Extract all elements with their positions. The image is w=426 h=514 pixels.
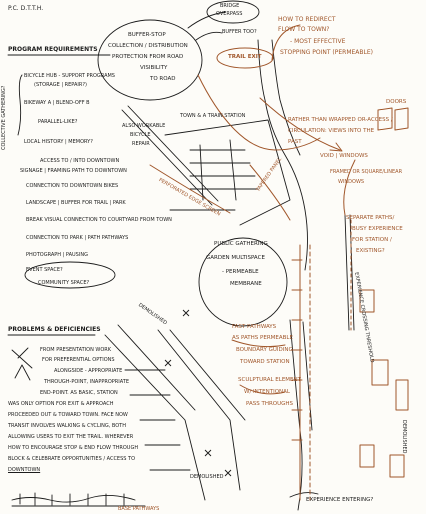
problems-line: TRANSIT INVOLVES WALKING & CYCLING, BOTH [8, 423, 126, 429]
program-item: (STORAGE | REPAIR?) [34, 82, 87, 88]
program-item: LOCAL HISTORY | MEMORY? [24, 139, 93, 145]
buffer-line-3: PROTECTION FROM ROAD [112, 54, 184, 60]
demolished-a: DEMOLISHED [137, 302, 168, 327]
bike-repair-3: REPAIR [132, 141, 150, 147]
problems-line: HOW TO ENCOURAGE STOP & END FLOW THROUGH [8, 445, 139, 451]
problems-line: ALLOWING USERS TO EXIT THE TRAIL. WHEREVER [8, 434, 134, 440]
separate-line-3: FOR STATION / [352, 237, 392, 243]
redirect-note-2: FLOW TO TOWN? [278, 26, 330, 33]
framed-line-2: WINDOWS [338, 179, 365, 185]
right-side-label: DEMOLISHED [401, 420, 407, 454]
program-item: PHOTOGRAPH | PAUSING [26, 252, 88, 258]
plaza-line-4: MEMBRANE [230, 281, 262, 287]
demolished-b: DEMOLISHED [190, 474, 224, 480]
bridge-label-2: OVERPASS [216, 11, 243, 17]
separate-line-1: SEPARATE PATHS/ [346, 215, 395, 221]
program-item: PARALLEL-LIKE? [38, 119, 78, 125]
redirect-note-3: - MOST EFFECTIVE [290, 38, 346, 45]
sculptural-2: W/ INTENTIONAL [244, 389, 290, 395]
problems-line: ALONGSIDE - APPROPRIATE [54, 368, 123, 374]
separate-line-4: EXISTING? [356, 248, 385, 254]
program-item: BREAK VISUAL CONNECTION TO COURTYARD FROM TOWN [26, 217, 172, 223]
trail-exit-label: TRAIL EXIT [228, 54, 262, 60]
tapered-label: TAPERED PANEL [255, 156, 284, 193]
experience-entering: EXPERIENCE ENTERING? [306, 497, 374, 503]
fast-paths-4: TOWARD STATION [240, 359, 290, 365]
problems-heading: PROBLEMS & DEFICIENCIES [8, 326, 101, 333]
program-item: CONNECTION TO DOWNTOWN BIKES [26, 183, 119, 189]
redirect-note-1: HOW TO REDIRECT [278, 16, 336, 23]
void-label: VOID | WINDOWS [320, 153, 368, 159]
program-item: SIGNAGE | FRAMING PATH TO DOWNTOWN [20, 168, 127, 174]
separate-line-2: BUSY EXPERIENCE [352, 226, 403, 232]
plaza-line-2: GARDEN MULTISPACE [206, 255, 265, 261]
sculptural-1: SCULPTURAL ELEMENT [238, 377, 302, 383]
buffer-line-1: BUFFER-STOP [128, 32, 166, 38]
buffer-callout-arrow [196, 32, 222, 40]
town-station-label: TOWN & A TRAIN STATION [180, 113, 246, 119]
program-item: COMMUNITY SPACE? [38, 280, 90, 286]
bike-repair-1: ALSO WORKABLE [122, 123, 166, 129]
program-item: BIKEWAY A | BLEND-OFF B [24, 100, 90, 106]
bike-repair-2: BICYCLE [130, 132, 151, 138]
problems-line: END-POINT. AS BASIC, STATION [40, 390, 118, 396]
program-item: CONNECTION TO PARK | PATH PATHWAYS [26, 235, 129, 241]
threshold-line-3: PAST [288, 139, 302, 145]
buffer-line-4: VISIBILITY [140, 65, 168, 71]
threshold-line-2: CIRCULATION: VIEWS INTO THE [288, 128, 375, 134]
buffer-too-label: BUFFER TOO? [222, 29, 257, 35]
threshold-line-1: RATHER THAN WRAPPED OR-ACCESS / [288, 117, 393, 123]
problems-line: FROM PRESENTATION WORK [40, 347, 112, 353]
problems-line: BLOCK & CELEBRATE OPPORTUNITIES / ACCESS TO [8, 456, 136, 462]
framed-line-1: FRAMED OR SQUARE/LINEAR [330, 169, 403, 175]
program-heading: PROGRAM REQUIREMENTS [8, 46, 98, 53]
fast-paths-2: AS PATHS PERMEABLE [232, 335, 293, 341]
perforated-label: PERFORATED EDGE SCREEN [157, 177, 222, 218]
paths-label: BASE PATHWAYS [118, 506, 160, 512]
buffer-line-5: TO ROAD [150, 76, 176, 82]
problems-line: THROUGH-POINT, INAPPROPRIATE [44, 379, 130, 385]
program-item: ACCESS TO / INTO DOWNTOWN [40, 158, 120, 164]
problems-line: FOR PREFERENTIAL OPTIONS [42, 357, 115, 363]
problems-line: DOWNTOWN [8, 467, 41, 473]
program-item: BICYCLE HUB - SUPPORT PROGRAMS [24, 73, 115, 79]
buffer-line-2: COLLECTION / DISTRIBUTION [108, 43, 188, 49]
program-item: LANDSCAPE | BUFFER FOR TRAIL | PARK [26, 200, 126, 206]
redirect-note-4: STOPPING POINT (PERMEABLE) [280, 49, 373, 56]
crossing-label: EXPERIENCE CROSSING THRESHOLD [353, 271, 375, 364]
doors-label: DOORS [386, 99, 407, 105]
plaza-line-3: - PERMEABLE [222, 269, 259, 275]
program-side-label: COLLECTIVE GATHERING? [1, 85, 7, 150]
program-item: EVENT SPACE? [26, 267, 63, 273]
plaza-line-1: PUBLIC GATHERING [214, 241, 268, 247]
program-bracket [18, 75, 22, 135]
problems-line: PROCEEDED OUT & TOWARD TOWN. FACE NOW [8, 412, 128, 418]
problems-line: WAS ONLY OPTION FOR EXIT & APPROACH [8, 401, 114, 407]
fast-paths-3: BOUNDARY GUIDING [236, 347, 293, 353]
sheet-title: P.C. D.T.T.H. [8, 5, 44, 12]
sculptural-3: PASS THROUGHS [246, 401, 294, 407]
fast-paths-1: FAST PATHWAYS [232, 324, 277, 330]
bridge-label-1: BRIDGE [220, 3, 240, 9]
